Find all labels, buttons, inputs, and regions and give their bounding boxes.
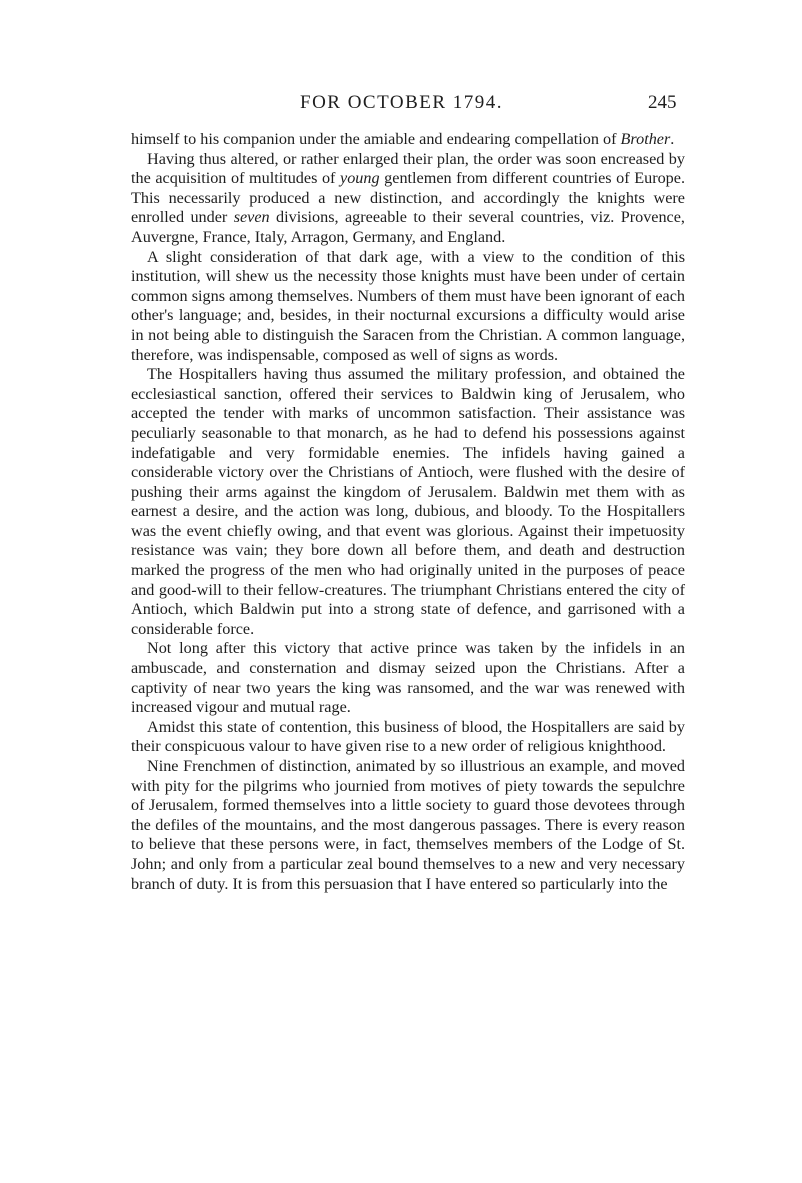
paragraph-4: The Hospitallers having thus assumed the military profession, and obtained the ecclesiastical sanction, offered their services to Baldwin king of Jerusalem, who accepted the tender with marks of uncommon satisfaction. Their assistance was peculiarly seasonable to that monarch, as he had to defend his possessions against indefatigable and very formidable enemies. The infidels having gained a considerable victory over the Christians of Antioch, were flushed with the desire of pushing their arms against the kingdom of Jerusalem. Baldwin met them with as earnest a desire, and the action was long, dubious, and bloody. To the Hospitallers was the event chiefly owing, and that event was glorious. Against their impetuosity resistance was vain; they bore down all before them, and death and destruction marked the progress of the men who had originally united in the purposes of peace and good-will to their fellow-creatures. The triumphant Christians entered the city of Antioch, which Baldwin put into a strong state of defence, and garrisoned with a considerable force. [131, 365, 685, 638]
paragraph-1 [131, 130, 685, 150]
paragraph-6: Amidst this state of contention, this business of blood, the Hospitallers are said by their conspicuous valour to have given rise to a new order of religious knighthood. [131, 717, 685, 756]
paragraph-2-text-c: divisions, agreeable to their several countries, viz. Provence, Auvergne, France, Italy, Arragon, Germany, and England. [131, 208, 685, 246]
body-text [131, 130, 685, 894]
paragraph-2-italic-2: seven [233, 208, 270, 227]
running-title: FOR OCTOBER 1794. [300, 92, 504, 113]
paragraph-2-italic-1: young [340, 169, 380, 188]
paragraph-7: Nine Frenchmen of distinction, animated by so illustrious an example, and moved with pity for the pilgrims who journied from motives of piety towards the sepulchre of Jerusalem, formed themselves into a little society to guard those devotees through the defiles of the mountains, and the most dangerous passages. There is every reason to believe that these persons were, in fact, themselves members of the Lodge of St. John; and only from a particular zeal bound themselves to a new and very necessary branch of duty. It is from this persuasion that I have entered so particularly into the [131, 757, 685, 893]
paragraph-2-text-a: Having thus altered, or rather enlarged their plan, the order was soon encreased by the acquisition of multitudes of [131, 149, 685, 188]
running-head [0, 92, 802, 122]
paragraph-1-text: himself to his companion under the amiable and endearing compellation of [131, 130, 621, 148]
page-number: 245 [648, 92, 677, 113]
paragraph-2 [131, 150, 685, 248]
paragraph-3: A slight consideration of that dark age, with a view to the condition of this institution, will shew us the necessity those knights must have been under of certain common signs among themselves. Numbers of them must have been ignorant of each other's language; and, besides, in their nocturnal excursions a difficulty would arise in not being able to distinguish the Saracen from the Christian. A common language, therefore, was indispensable, composed as well of signs as words. [131, 247, 685, 364]
paragraph-5: Not long after this victory that active prince was taken by the infidels in an ambuscade, and consternation and dismay seized upon the Christians. After a captivity of near two years the king was ransomed, and the war was renewed with increased vigour and mutual rage. [131, 639, 685, 717]
paragraph-1-end: . [670, 130, 675, 148]
paragraph-1-italic: Brother [620, 130, 671, 148]
paragraph-2-text-b: gentlemen from different countries of Europe. This necessarily produced a new distinction, and accordingly the knights were enrolled under [131, 169, 686, 227]
